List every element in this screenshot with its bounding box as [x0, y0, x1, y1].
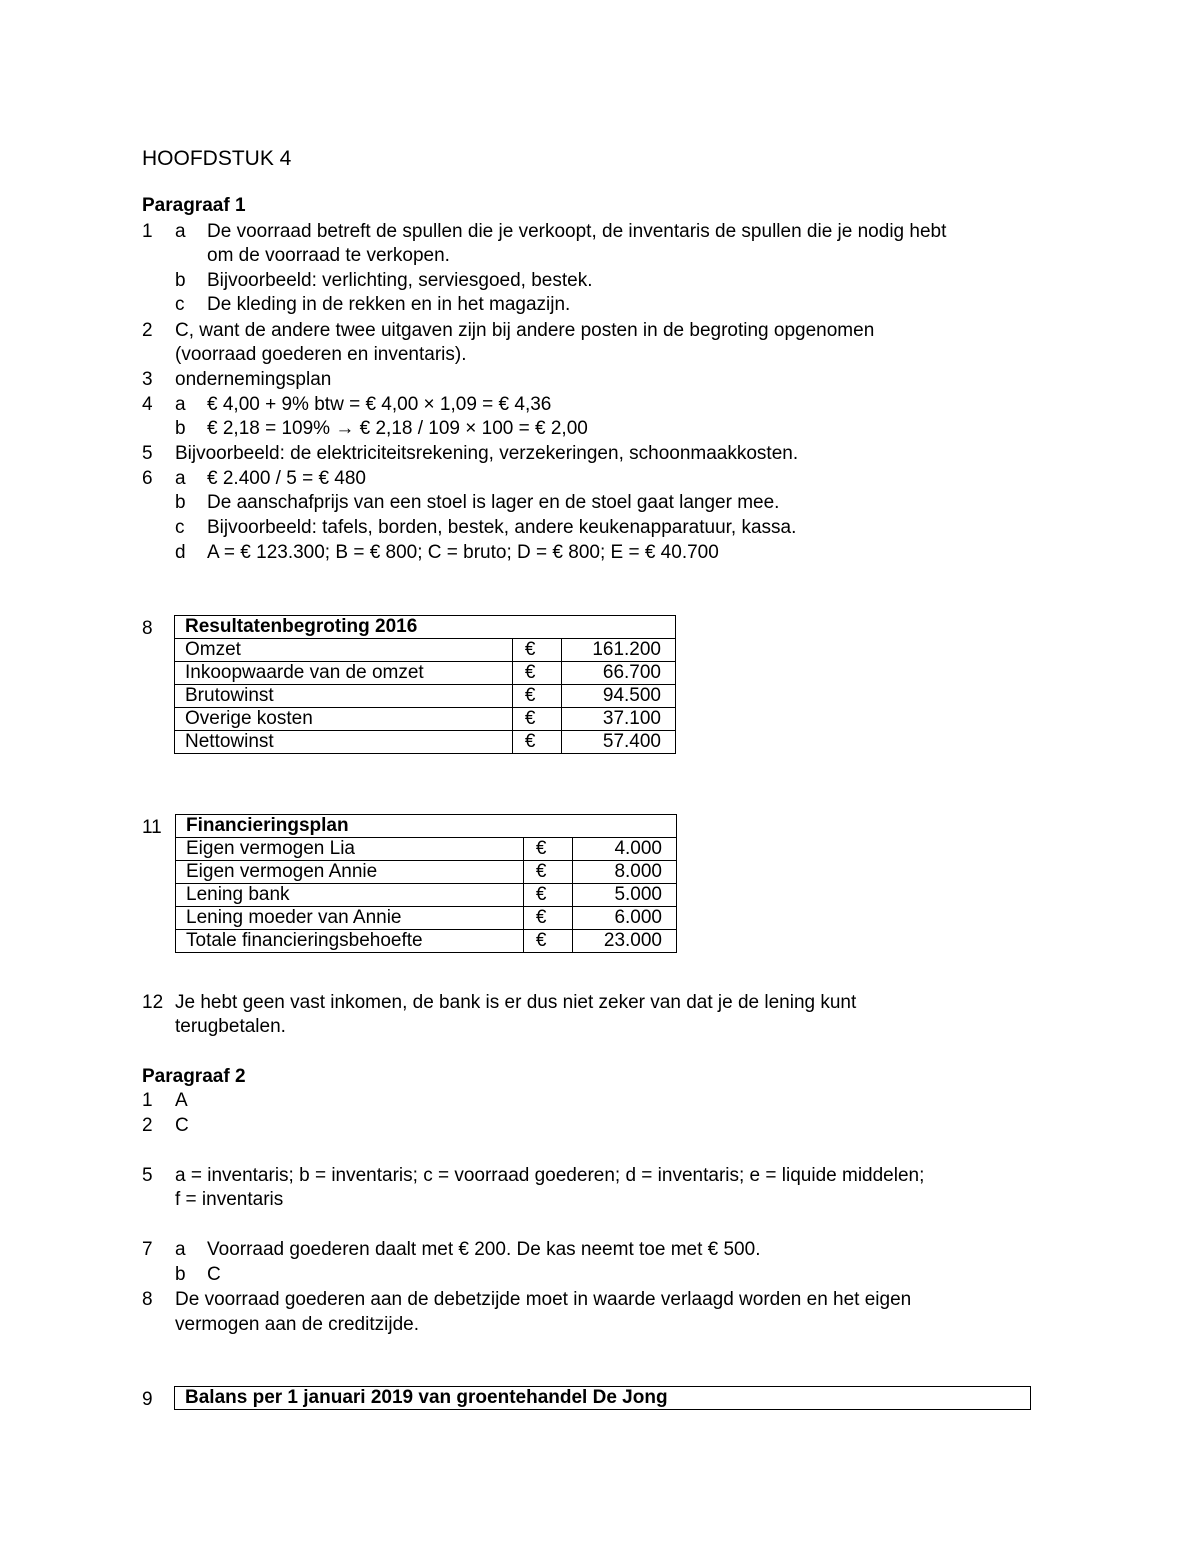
answer-text: De kleding in de rekken en in het magazijn.	[207, 294, 571, 315]
answer-text: A	[175, 1090, 188, 1111]
row-label: Totale financieringsbehoefte	[176, 930, 524, 953]
currency-symbol: €	[523, 838, 572, 861]
answer-text: vermogen aan de creditzijde.	[175, 1314, 419, 1335]
chapter-title: HOOFDSTUK 4	[142, 147, 292, 170]
question-number: 6	[142, 468, 153, 489]
question-number: 5	[142, 443, 153, 464]
results-budget-table	[174, 615, 676, 754]
answer-text: Bijvoorbeeld: tafels, borden, bestek, andere keukenapparatuur, kassa.	[207, 517, 797, 538]
section-heading-paragraaf-2: Paragraaf 2	[142, 1066, 246, 1087]
answer-text: C	[175, 1115, 189, 1136]
balance-sheet-table	[174, 1386, 1031, 1410]
answer-text: (voorraad goederen en inventaris).	[175, 344, 467, 365]
answer-text: De voorraad betreft de spullen die je verkoopt, de inventaris de spullen die je nodig hebt	[207, 221, 947, 242]
table-header-row	[175, 616, 676, 639]
currency-symbol: €	[512, 639, 561, 662]
row-label: Brutowinst	[175, 685, 513, 708]
table-row	[175, 662, 676, 685]
question-number: 5	[142, 1165, 153, 1186]
table-row	[175, 731, 676, 754]
answer-text: De aanschafprijs van een stoel is lager en de stoel gaat langer mee.	[207, 492, 780, 513]
sub-label: b	[175, 492, 186, 513]
row-amount: 8.000	[572, 861, 676, 884]
currency-symbol: €	[523, 930, 572, 953]
row-label: Overige kosten	[175, 708, 513, 731]
row-label: Nettowinst	[175, 731, 513, 754]
currency-symbol: €	[523, 861, 572, 884]
table-row	[175, 639, 676, 662]
answer-text: om de voorraad te verkopen.	[207, 245, 450, 266]
sub-label: d	[175, 542, 186, 563]
sub-label: a	[175, 394, 186, 415]
answer-text: Bijvoorbeeld: verlichting, serviesgoed, bestek.	[207, 270, 593, 291]
currency-symbol: €	[523, 884, 572, 907]
table-row	[176, 838, 677, 861]
table-header-row	[176, 815, 677, 838]
question-number: 2	[142, 320, 153, 341]
question-number: 2	[142, 1115, 153, 1136]
question-number: 1	[142, 1090, 153, 1111]
answer-text: Je hebt geen vast inkomen, de bank is er dus niet zeker van dat je de lening kunt	[175, 992, 857, 1013]
row-amount: 4.000	[572, 838, 676, 861]
row-amount: 94.500	[561, 685, 675, 708]
sub-label: c	[175, 294, 185, 315]
table-header-row	[175, 1387, 1031, 1410]
currency-symbol: €	[512, 731, 561, 754]
row-label: Lening moeder van Annie	[176, 907, 524, 930]
table-title: Financieringsplan	[176, 815, 677, 838]
currency-symbol: €	[523, 907, 572, 930]
row-label: Lening bank	[176, 884, 524, 907]
sub-label: b	[175, 418, 186, 439]
row-amount: 161.200	[561, 639, 675, 662]
currency-symbol: €	[512, 708, 561, 731]
answer-text: Bijvoorbeeld: de elektriciteitsrekening, verzekeringen, schoonmaakkosten.	[175, 443, 799, 464]
row-amount: 23.000	[572, 930, 676, 953]
row-label: Inkoopwaarde van de omzet	[175, 662, 513, 685]
table-row	[175, 685, 676, 708]
question-number: 8	[142, 618, 153, 639]
table-title: Resultatenbegroting 2016	[175, 616, 676, 639]
question-number: 1	[142, 221, 153, 242]
row-amount: 57.400	[561, 731, 675, 754]
question-number: 11	[142, 817, 162, 838]
row-amount: 37.100	[561, 708, 675, 731]
table-row	[176, 907, 677, 930]
row-label: Eigen vermogen Annie	[176, 861, 524, 884]
answer-text: A = € 123.300; B = € 800; C = bruto; D = € 800; E = € 40.700	[207, 542, 719, 563]
row-label: Omzet	[175, 639, 513, 662]
question-number: 7	[142, 1239, 153, 1260]
answer-text: € 4,00 + 9% btw = € 4,00 × 1,09 = € 4,36	[207, 394, 552, 415]
table-row	[176, 930, 677, 953]
question-number: 3	[142, 369, 153, 390]
currency-symbol: €	[512, 685, 561, 708]
table-row	[176, 884, 677, 907]
question-number: 4	[142, 394, 153, 415]
sub-label: a	[175, 1239, 186, 1260]
question-number: 9	[142, 1389, 153, 1410]
answer-text: € 2,18 = 109% → € 2,18 / 109 × 100 = € 2,00	[207, 418, 588, 439]
table-row	[176, 861, 677, 884]
answer-text: € 2.400 / 5 = € 480	[207, 468, 366, 489]
sub-label: b	[175, 270, 186, 291]
sub-label: a	[175, 221, 186, 242]
answer-text: a = inventaris; b = inventaris; c = voorraad goederen; d = inventaris; e = liquide middelen;	[175, 1165, 925, 1186]
question-number: 8	[142, 1289, 153, 1310]
row-amount: 66.700	[561, 662, 675, 685]
table-row	[175, 708, 676, 731]
answer-text: De voorraad goederen aan de debetzijde moet in waarde verlaagd worden en het eigen	[175, 1289, 912, 1310]
table-title: Balans per 1 januari 2019 van groentehandel De Jong	[175, 1387, 1031, 1410]
answer-text: Voorraad goederen daalt met € 200. De kas neemt toe met € 500.	[207, 1239, 761, 1260]
row-amount: 6.000	[572, 907, 676, 930]
sub-label: c	[175, 517, 185, 538]
sub-label: b	[175, 1264, 186, 1285]
answer-text: C	[207, 1264, 221, 1285]
currency-symbol: €	[512, 662, 561, 685]
financing-plan-table	[175, 814, 677, 953]
answer-text: ondernemingsplan	[175, 369, 332, 390]
row-amount: 5.000	[572, 884, 676, 907]
question-number: 12	[142, 992, 164, 1013]
answer-text: terugbetalen.	[175, 1016, 286, 1037]
sub-label: a	[175, 468, 186, 489]
answer-text: f = inventaris	[175, 1189, 284, 1210]
section-heading-paragraaf-1: Paragraaf 1	[142, 195, 246, 216]
answer-text: C, want de andere twee uitgaven zijn bij andere posten in de begroting opgenomen	[175, 320, 875, 341]
row-label: Eigen vermogen Lia	[176, 838, 524, 861]
